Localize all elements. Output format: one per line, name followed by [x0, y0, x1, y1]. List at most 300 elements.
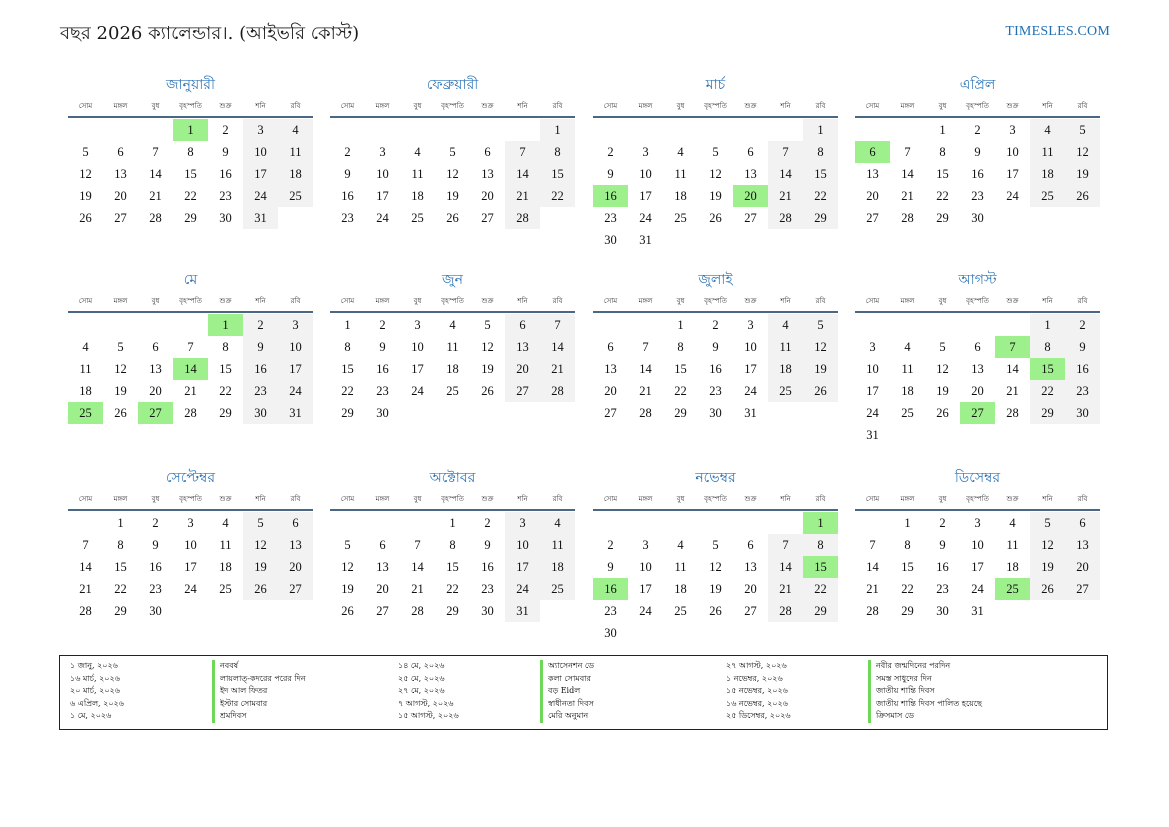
day-cell: 25	[1030, 185, 1065, 207]
weekday-label: রবি	[815, 297, 826, 305]
holiday-day-cell: 16	[593, 185, 628, 207]
day-cell: 5	[484, 318, 491, 332]
holiday-name: শ্রমদিবস	[212, 710, 398, 723]
weekday-label: মঙ্গল	[638, 495, 653, 503]
day-cell: 12	[1065, 141, 1100, 163]
day-cell: 16	[243, 358, 278, 380]
weekday-label: মঙ্গল	[900, 297, 915, 305]
weekday-label: শনি	[1042, 102, 1053, 110]
day-cell: 19	[803, 358, 838, 380]
day-cell: 29	[901, 604, 914, 618]
day-cell: 21	[768, 185, 803, 207]
day-cell: 8	[540, 141, 575, 163]
weekday-label: সোম	[865, 102, 880, 110]
weekday-label: বৃহস্পতি	[704, 495, 727, 503]
day-cell: 25	[768, 380, 803, 402]
day-cell: 5	[712, 538, 719, 552]
month-name: সেপ্টেম্বর	[165, 470, 216, 486]
weekday-label: বুধ	[413, 495, 422, 503]
day-cell: 27	[744, 604, 757, 618]
holiday-name: বড় Eidল	[540, 685, 726, 698]
holiday-date: ২৭ মে, ২০২৬	[398, 686, 445, 696]
weekday-label: বৃহস্পতি	[179, 495, 202, 503]
day-cell: 5	[243, 512, 278, 534]
holiday-day-cell: 20	[733, 185, 768, 207]
day-cell: 7	[768, 141, 803, 163]
day-cell: 10	[1006, 145, 1019, 159]
day-cell: 22	[936, 189, 949, 203]
day-cell: 24	[1006, 189, 1019, 203]
day-cell: 9	[607, 560, 614, 574]
day-cell: 9	[222, 145, 229, 159]
weekday-label: মঙ্গল	[638, 102, 653, 110]
day-cell: 27	[278, 578, 313, 600]
day-cell: 3	[414, 318, 421, 332]
holiday-date: ১৪ মে, ২০২৬	[398, 661, 445, 670]
month-name: আগস্ট	[958, 272, 997, 288]
day-cell: 30	[971, 211, 984, 225]
day-cell: 20	[866, 189, 879, 203]
day-cell: 29	[936, 211, 949, 225]
day-cell: 11	[219, 538, 232, 552]
weekday-label: মঙ্গল	[113, 102, 128, 110]
holiday-date: ৬ এপ্রিল, ২০২৬	[70, 698, 124, 708]
day-cell: 20	[744, 582, 757, 596]
month-name: ফেব্রুয়ারী	[426, 77, 479, 93]
weekday-header	[593, 292, 838, 313]
day-cell: 8	[677, 340, 684, 354]
day-cell: 1	[803, 119, 838, 141]
day-cell: 6	[117, 145, 124, 159]
day-cell: 9	[379, 340, 386, 354]
day-cell: 1	[117, 516, 124, 530]
month-block	[855, 466, 1100, 644]
day-cell: 3	[278, 314, 313, 336]
day-cell: 24	[505, 578, 540, 600]
day-cell: 17	[184, 560, 197, 574]
day-cell: 22	[184, 189, 197, 203]
day-cell: 30	[604, 626, 617, 640]
day-cell: 6	[747, 538, 754, 552]
weekday-label: মঙ্গল	[113, 495, 128, 503]
day-cell: 17	[505, 556, 540, 578]
month-name: ডিসেম্বর	[954, 470, 1001, 486]
day-cell: 7	[642, 340, 649, 354]
day-cell: 6	[152, 340, 159, 354]
day-cell: 20	[604, 384, 617, 398]
weekday-label: শুক্র	[1006, 495, 1019, 503]
day-cell: 29	[674, 406, 687, 420]
month-name: জুলাই	[698, 272, 733, 288]
day-cell: 15	[540, 163, 575, 185]
weekday-label: মঙ্গল	[375, 102, 390, 110]
weekday-label: শুক্র	[219, 495, 232, 503]
day-cell: 25	[540, 578, 575, 600]
weekday-header	[68, 292, 313, 313]
day-grid	[593, 314, 838, 446]
day-cell: 6	[607, 340, 614, 354]
day-cell: 21	[1006, 384, 1019, 398]
holiday-date: ১৬ নভেম্বর, ২০২৬	[726, 698, 788, 708]
day-cell: 9	[939, 538, 946, 552]
weekday-header	[68, 490, 313, 511]
day-cell: 17	[971, 560, 984, 574]
day-cell: 21	[184, 384, 197, 398]
weekday-header	[855, 97, 1100, 118]
day-cell: 8	[344, 340, 351, 354]
day-cell: 2	[344, 145, 351, 159]
weekday-label: বৃহস্পতি	[179, 102, 202, 110]
holiday-name: লায়লাত্‌-কদরের পরের দিন	[212, 673, 398, 686]
month-block	[68, 466, 313, 644]
weekday-label: রবি	[815, 495, 826, 503]
day-cell: 4	[768, 314, 803, 336]
day-cell: 17	[278, 358, 313, 380]
day-cell: 23	[149, 582, 162, 596]
day-cell: 14	[411, 560, 424, 574]
day-cell: 15	[901, 560, 914, 574]
day-cell: 10	[866, 362, 879, 376]
day-cell: 21	[149, 189, 162, 203]
day-cell: 13	[866, 167, 879, 181]
day-grid	[855, 119, 1100, 251]
month-block	[593, 268, 838, 446]
day-cell: 11	[768, 336, 803, 358]
holiday-day-cell: 1	[173, 119, 208, 141]
day-cell: 9	[1065, 336, 1100, 358]
day-cell: 12	[243, 534, 278, 556]
month-block	[855, 268, 1100, 446]
day-cell: 7	[505, 141, 540, 163]
day-cell: 27	[114, 211, 127, 225]
month-name: জুন	[442, 272, 463, 288]
day-cell: 31	[971, 604, 984, 618]
day-cell: 8	[803, 534, 838, 556]
day-cell: 26	[1030, 578, 1065, 600]
day-cell: 29	[803, 600, 838, 622]
day-cell: 21	[639, 384, 652, 398]
day-cell: 26	[79, 211, 92, 225]
day-cell: 21	[79, 582, 92, 596]
day-cell: 8	[1030, 336, 1065, 358]
day-cell: 2	[243, 314, 278, 336]
day-cell: 14	[79, 560, 92, 574]
day-cell: 18	[540, 556, 575, 578]
day-grid	[593, 512, 838, 644]
weekday-label: শনি	[780, 297, 791, 305]
day-cell: 4	[414, 145, 421, 159]
day-cell: 18	[1006, 560, 1019, 574]
weekday-label: সোম	[78, 102, 93, 110]
day-cell: 18	[674, 189, 687, 203]
day-cell: 31	[278, 402, 313, 424]
day-cell: 8	[803, 141, 838, 163]
day-cell: 8	[117, 538, 124, 552]
day-grid	[330, 512, 575, 644]
day-cell: 9	[243, 336, 278, 358]
day-cell: 22	[114, 582, 127, 596]
holiday-date: ২৫ মে, ২০২৬	[398, 673, 445, 683]
day-cell: 29	[219, 406, 232, 420]
day-cell: 13	[744, 560, 757, 574]
day-cell: 10	[411, 340, 424, 354]
weekday-header	[68, 97, 313, 118]
day-cell: 12	[481, 340, 494, 354]
day-cell: 2	[974, 123, 981, 137]
holiday-date: ১ মে, ২০২৬	[70, 711, 112, 721]
holiday-date: ২৫ ডিসেম্বর, ২০২৬	[726, 711, 791, 721]
weekday-label: শুক্র	[1006, 102, 1019, 110]
day-cell: 21	[866, 582, 879, 596]
day-cell: 31	[866, 428, 879, 442]
weekday-label: মঙ্গল	[113, 297, 128, 305]
day-cell: 9	[712, 340, 719, 354]
holiday-date: ১৬ মার্চ, ২০২৬	[70, 673, 120, 683]
weekday-header	[330, 292, 575, 313]
weekday-label: মঙ্গল	[900, 102, 915, 110]
holiday-name: স্বাধীনতা দিবস	[540, 698, 726, 711]
day-cell: 15	[674, 362, 687, 376]
holiday-day-cell: 25	[995, 578, 1030, 600]
day-cell: 31	[243, 207, 278, 229]
day-cell: 4	[222, 516, 229, 530]
holiday-day-cell: 1	[803, 512, 838, 534]
weekday-label: শনি	[1042, 495, 1053, 503]
day-cell: 9	[344, 167, 351, 181]
day-cell: 25	[278, 185, 313, 207]
day-cell: 3	[187, 516, 194, 530]
day-cell: 3	[869, 340, 876, 354]
day-cell: 16	[376, 362, 389, 376]
day-cell: 5	[939, 340, 946, 354]
day-cell: 6	[484, 145, 491, 159]
day-cell: 14	[1006, 362, 1019, 376]
day-cell: 31	[744, 406, 757, 420]
weekday-label: শনি	[517, 297, 528, 305]
month-name: মার্চ	[705, 77, 726, 93]
weekday-label: মঙ্গল	[638, 297, 653, 305]
weekday-label: রবি	[1077, 102, 1088, 110]
weekday-label: বুধ	[938, 495, 947, 503]
day-cell: 27	[866, 211, 879, 225]
weekday-label: শনি	[255, 297, 266, 305]
day-cell: 27	[744, 211, 757, 225]
day-cell: 18	[446, 362, 459, 376]
holiday-date: ১৫ আগস্ট, ২০২৬	[398, 711, 459, 721]
holiday-date: ১ জানু, ২০২৬	[70, 661, 118, 670]
day-cell: 3	[642, 538, 649, 552]
day-cell: 28	[639, 406, 652, 420]
day-cell: 17	[866, 384, 879, 398]
day-cell: 27	[604, 406, 617, 420]
holiday-grid	[70, 660, 1101, 723]
day-cell: 13	[744, 167, 757, 181]
day-cell: 20	[971, 384, 984, 398]
day-cell: 23	[376, 384, 389, 398]
day-cell: 26	[803, 380, 838, 402]
day-cell: 28	[540, 380, 575, 402]
day-cell: 8	[187, 145, 194, 159]
day-cell: 2	[484, 516, 491, 530]
day-cell: 3	[243, 119, 278, 141]
day-grid	[68, 314, 313, 446]
day-cell: 25	[219, 582, 232, 596]
holiday-day-cell: 27	[138, 402, 173, 424]
day-cell: 13	[149, 362, 162, 376]
day-cell: 2	[1065, 314, 1100, 336]
holiday-name: ইদ আল ফিতর	[212, 685, 398, 698]
day-cell: 22	[219, 384, 232, 398]
day-cell: 20	[278, 556, 313, 578]
day-cell: 4	[677, 145, 684, 159]
day-cell: 28	[79, 604, 92, 618]
day-cell: 4	[278, 119, 313, 141]
day-cell: 7	[768, 534, 803, 556]
day-cell: 22	[341, 384, 354, 398]
holiday-date: ১ নভেম্বর, ২০২৬	[726, 673, 783, 683]
weekday-label: বৃহস্পতি	[441, 495, 464, 503]
day-cell: 28	[411, 604, 424, 618]
day-cell: 14	[768, 556, 803, 578]
day-cell: 1	[540, 119, 575, 141]
day-cell: 8	[939, 145, 946, 159]
day-cell: 7	[152, 145, 159, 159]
day-cell: 10	[639, 560, 652, 574]
day-cell: 22	[1030, 380, 1065, 402]
day-cell: 16	[971, 167, 984, 181]
day-cell: 11	[674, 560, 687, 574]
weekday-label: শুক্র	[744, 297, 757, 305]
day-cell: 16	[219, 167, 232, 181]
day-cell: 19	[79, 189, 92, 203]
holiday-name: অ্যাসেনশন ডে	[540, 660, 726, 673]
day-grid	[855, 314, 1100, 446]
weekday-label: শুক্র	[1006, 297, 1019, 305]
weekday-label: বৃহস্পতি	[441, 102, 464, 110]
day-cell: 15	[936, 167, 949, 181]
day-cell: 28	[184, 406, 197, 420]
day-cell: 13	[505, 336, 540, 358]
day-cell: 31	[505, 600, 540, 622]
day-cell: 17	[243, 163, 278, 185]
holiday-day-cell: 15	[803, 556, 838, 578]
day-cell: 12	[114, 362, 127, 376]
day-cell: 15	[341, 362, 354, 376]
day-cell: 28	[901, 211, 914, 225]
day-cell: 11	[1030, 141, 1065, 163]
day-cell: 1	[677, 318, 684, 332]
weekday-label: সোম	[340, 297, 355, 305]
day-cell: 12	[446, 167, 459, 181]
day-cell: 28	[505, 207, 540, 229]
weekday-label: রবি	[815, 102, 826, 110]
weekday-label: শুক্র	[219, 102, 232, 110]
weekday-label: বুধ	[938, 297, 947, 305]
month-block	[330, 466, 575, 644]
weekday-label: রবি	[290, 102, 301, 110]
day-cell: 23	[971, 189, 984, 203]
day-cell: 23	[341, 211, 354, 225]
holiday-name: ক্রিসমাস ডে	[868, 710, 1088, 723]
weekday-label: বুধ	[676, 102, 685, 110]
page-title: বছর 2026 ক্যালেন্ডার।. (আইভরি কোস্ট)	[60, 23, 360, 44]
weekday-label: বৃহস্পতি	[179, 297, 202, 305]
day-cell: 17	[744, 362, 757, 376]
day-cell: 6	[379, 538, 386, 552]
day-cell: 7	[540, 314, 575, 336]
day-cell: 26	[481, 384, 494, 398]
weekday-label: সোম	[865, 495, 880, 503]
holiday-day-cell: 14	[173, 358, 208, 380]
day-cell: 26	[709, 604, 722, 618]
holiday-day-cell: 27	[960, 402, 995, 424]
day-cell: 5	[1030, 512, 1065, 534]
day-cell: 2	[222, 123, 229, 137]
weekday-label: রবি	[290, 495, 301, 503]
site-link[interactable]: TIMESLES.COM	[1005, 24, 1110, 39]
day-cell: 17	[639, 582, 652, 596]
day-cell: 26	[446, 211, 459, 225]
day-cell: 22	[540, 185, 575, 207]
weekday-label: শুক্র	[219, 297, 232, 305]
month-name: মে	[183, 272, 198, 288]
day-cell: 17	[639, 189, 652, 203]
holiday-day-cell: 7	[995, 336, 1030, 358]
day-cell: 20	[114, 189, 127, 203]
weekday-label: শুক্র	[744, 495, 757, 503]
day-cell: 5	[803, 314, 838, 336]
day-cell: 30	[604, 233, 617, 247]
weekday-label: শনি	[517, 102, 528, 110]
weekday-label: শুক্র	[481, 495, 494, 503]
day-cell: 1	[939, 123, 946, 137]
weekday-label: শুক্র	[744, 102, 757, 110]
day-cell: 3	[642, 145, 649, 159]
day-cell: 6	[974, 340, 981, 354]
day-cell: 29	[184, 211, 197, 225]
day-cell: 30	[1065, 402, 1100, 424]
day-cell: 18	[79, 384, 92, 398]
month-block	[68, 73, 313, 251]
day-cell: 11	[79, 362, 92, 376]
month-block	[593, 73, 838, 251]
day-cell: 6	[505, 314, 540, 336]
weekday-label: সোম	[865, 297, 880, 305]
day-cell: 22	[674, 384, 687, 398]
day-cell: 10	[505, 534, 540, 556]
day-cell: 19	[341, 582, 354, 596]
day-cell: 16	[936, 560, 949, 574]
day-cell: 2	[152, 516, 159, 530]
day-cell: 26	[341, 604, 354, 618]
day-cell: 24	[639, 211, 652, 225]
day-cell: 2	[607, 145, 614, 159]
holiday-name: জাতীয় শান্তি দিবস পালিত হয়েছে	[868, 698, 1088, 711]
day-cell: 29	[114, 604, 127, 618]
holiday-day-cell: 1	[208, 314, 243, 336]
day-cell: 14	[768, 163, 803, 185]
day-cell: 18	[1030, 163, 1065, 185]
day-cell: 9	[152, 538, 159, 552]
weekday-label: সোম	[603, 102, 618, 110]
weekday-header	[593, 97, 838, 118]
day-cell: 1	[1030, 314, 1065, 336]
day-cell: 9	[484, 538, 491, 552]
day-cell: 13	[376, 560, 389, 574]
day-cell: 3	[747, 318, 754, 332]
day-cell: 14	[866, 560, 879, 574]
holiday-name: ইস্টার সোমবার	[212, 698, 398, 711]
